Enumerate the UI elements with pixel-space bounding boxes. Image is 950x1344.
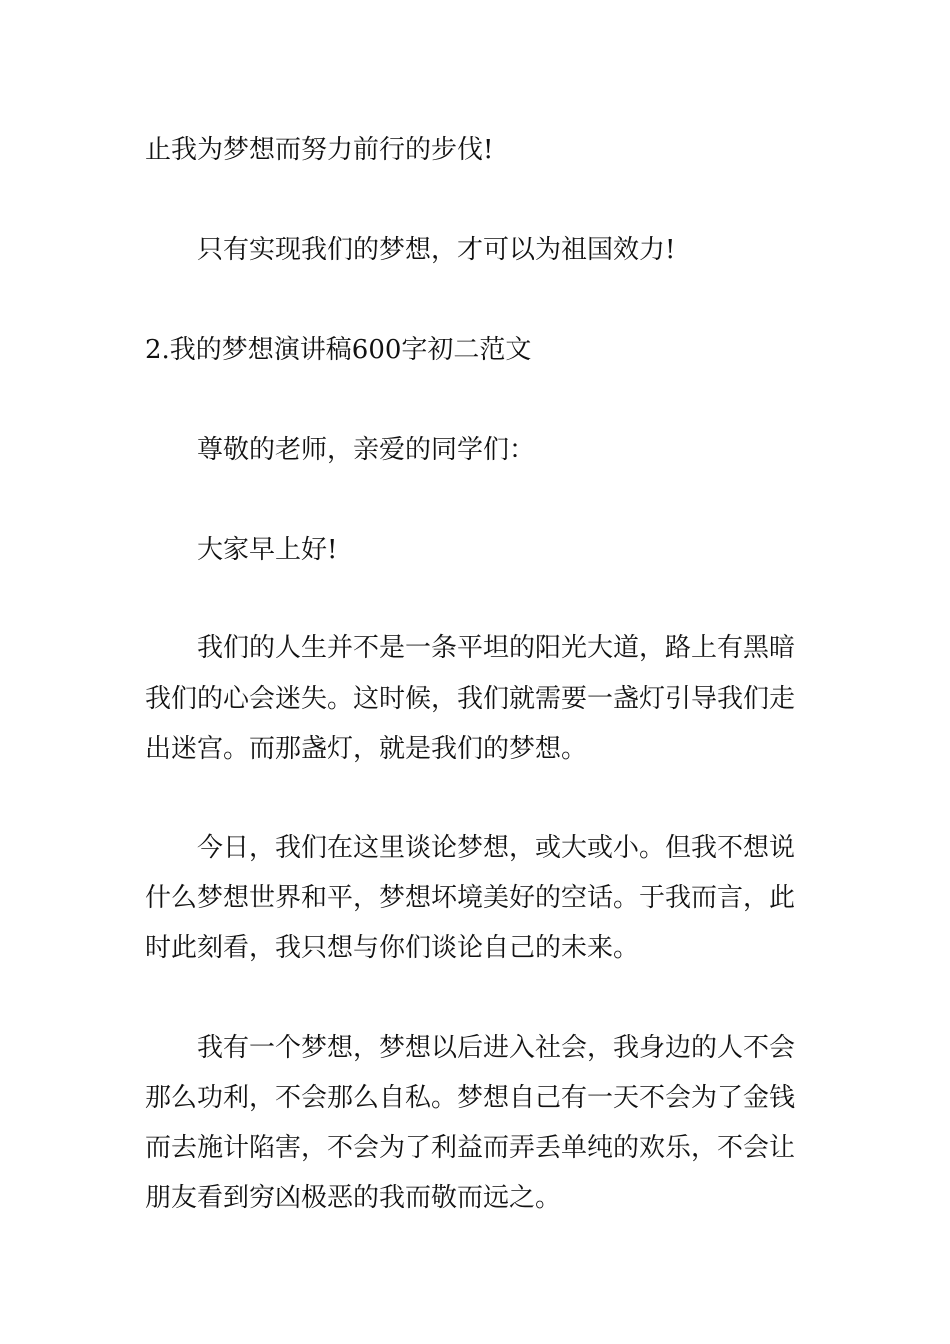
paragraph-line: 我有一个梦想，梦想以后进入社会，我身边的人不会 xyxy=(197,1033,796,1063)
paragraph-line: 我们的人生并不是一条平坦的阳光大道，路上有黑暗 xyxy=(197,633,796,663)
paragraph-line: 什么梦想世界和平，梦想坏境美好的空话。于我而言，此 xyxy=(145,883,796,913)
paragraph-continuation-line: 止我为梦想而努力前行的步伐! xyxy=(145,135,494,165)
salutation-line: 尊敬的老师，亲爱的同学们： xyxy=(197,435,536,465)
paragraph-line: 出迷宫。而那盏灯，就是我们的梦想。 xyxy=(145,734,588,764)
paragraph-line: 今日，我们在这里谈论梦想，或大或小。但我不想说 xyxy=(197,833,796,863)
greeting-line: 大家早上好! xyxy=(197,535,338,565)
paragraph-line: 只有实现我们的梦想，才可以为祖国效力! xyxy=(197,235,676,265)
paragraph-line: 朋友看到穷凶极恶的我而敬而远之。 xyxy=(145,1183,562,1213)
paragraph-line: 而去施计陷害，不会为了利益而弄丢单纯的欢乐，不会让 xyxy=(145,1133,796,1163)
paragraph-line: 我们的心会迷失。这时候，我们就需要一盏灯引导我们走 xyxy=(145,684,796,714)
paragraph-line: 那么功利，不会那么自私。梦想自己有一天不会为了金钱 xyxy=(145,1083,796,1113)
paragraph-line: 时此刻看，我只想与你们谈论自己的未来。 xyxy=(145,933,640,963)
section-heading: 2.我的梦想演讲稿600字初二范文 xyxy=(145,335,532,365)
